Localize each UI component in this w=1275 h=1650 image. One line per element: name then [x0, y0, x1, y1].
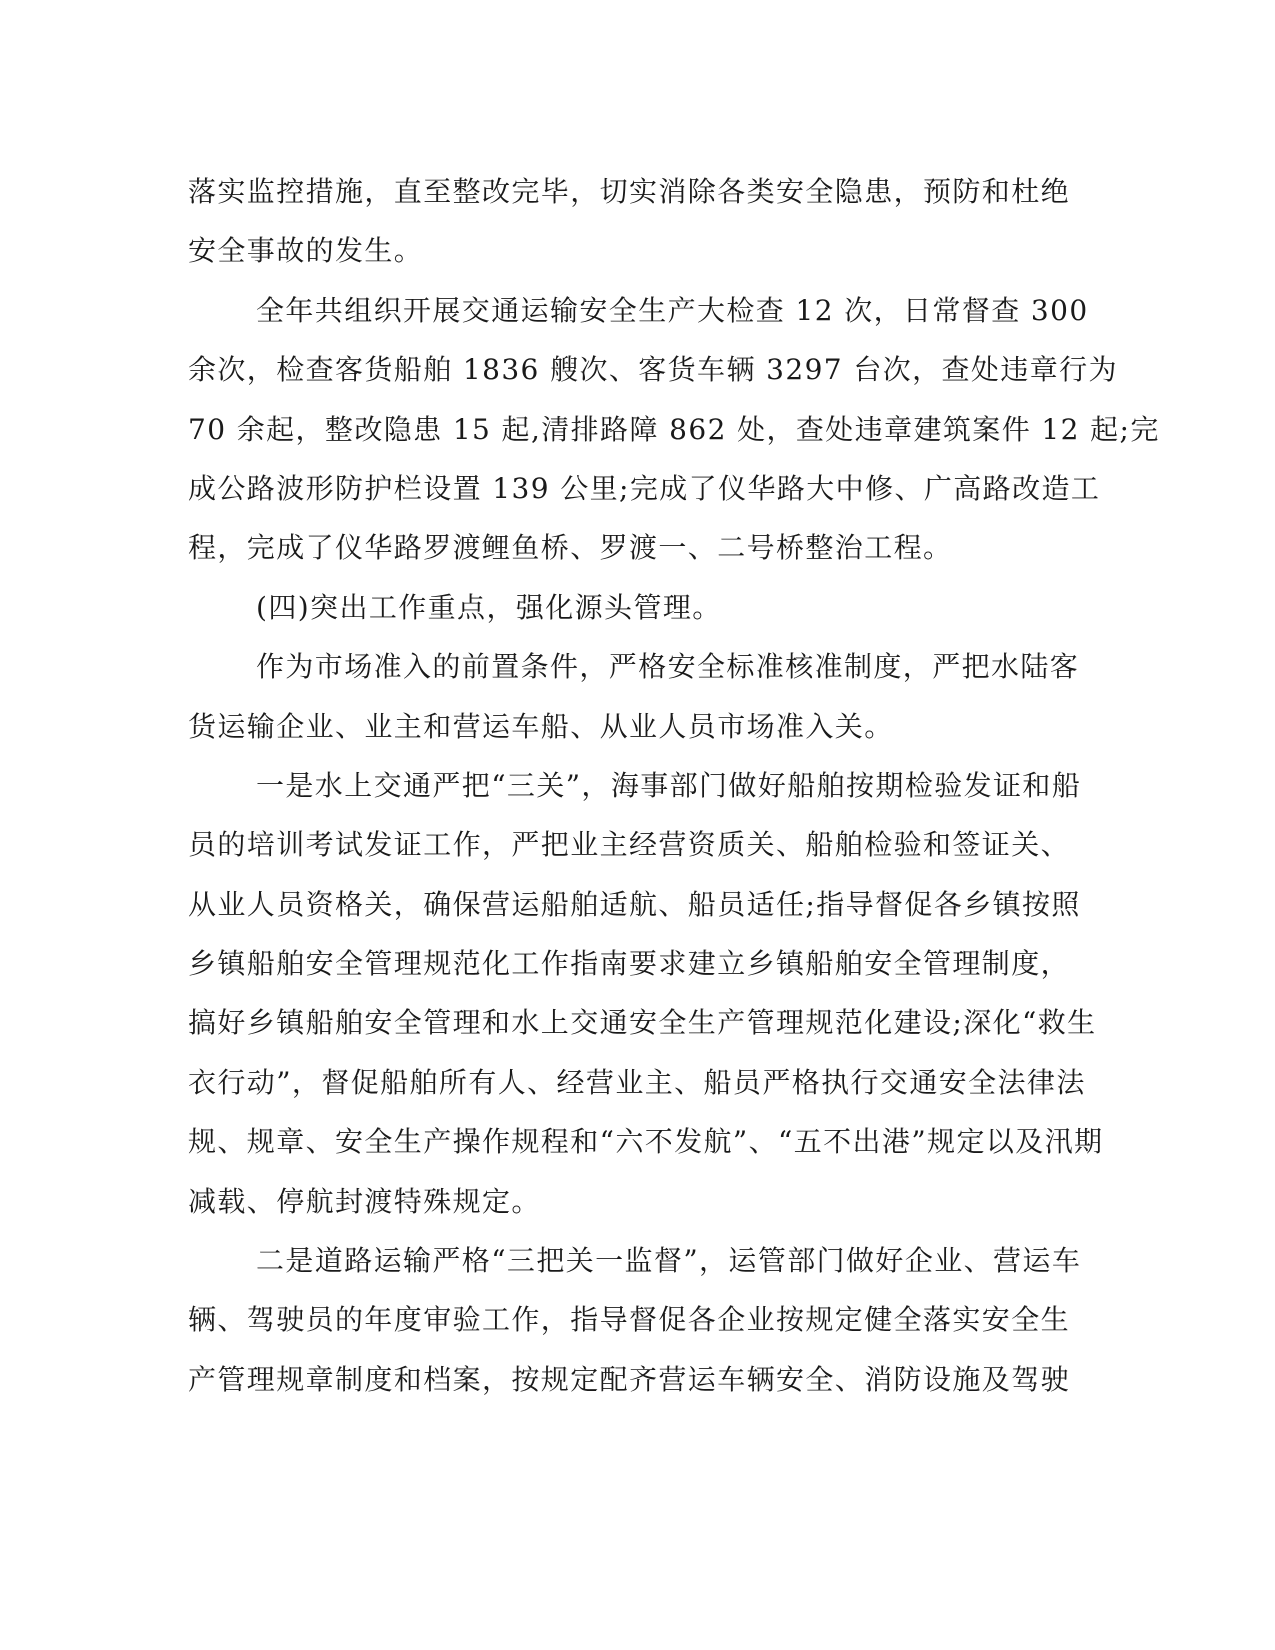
- text-line: 搞好乡镇船舶安全管理和水上交通安全生产管理规范化建设;深化“救生: [188, 1006, 1097, 1040]
- paragraph-start-line: 作为市场准入的前置条件，严格安全标准核准制度，严把水陆客: [256, 650, 1080, 684]
- text-line: 规、规章、安全生产操作规程和“六不发航”、“五不出港”规定以及汛期: [188, 1125, 1104, 1159]
- text-line: 减载、停航封渡特殊规定。: [188, 1184, 541, 1218]
- text-line: 从业人员资格关，确保营运船舶适航、船员适任;指导督促各乡镇按照: [188, 887, 1081, 921]
- text-line: 货运输企业、业主和营运车船、从业人员市场准入关。: [188, 709, 894, 743]
- text-line: 产管理规章制度和档案，按规定配齐营运车辆安全、消防设施及驾驶: [188, 1362, 1071, 1396]
- text-line: 辆、驾驶员的年度审验工作，指导督促各企业按规定健全落实安全生: [188, 1303, 1071, 1337]
- section-heading: (四)突出工作重点，强化源头管理。: [256, 590, 722, 624]
- text-line: 安全事故的发生。: [188, 234, 424, 268]
- paragraph-start-line: 全年共组织开展交通运输安全生产大检查 12 次，日常督查 300: [256, 293, 1089, 327]
- paragraph-start-line: 二是道路运输严格“三把关一监督”，运管部门做好企业、营运车: [256, 1244, 1082, 1278]
- document-body: [188, 162, 1160, 1409]
- text-line: 余次，检查客货船舶 1836 艘次、客货车辆 3297 台次，查处违章行为: [188, 353, 1118, 387]
- text-line: 70 余起，整改隐患 15 起,清排路障 862 处，查处违章建筑案件 12 起;完: [188, 412, 1160, 446]
- text-line: 乡镇船舶安全管理规范化工作指南要求建立乡镇船舶安全管理制度，: [188, 947, 1071, 981]
- text-line: 成公路波形防护栏设置 139 公里;完成了仪华路大中修、广高路改造工: [188, 471, 1101, 505]
- text-line: 员的培训考试发证工作，严把业主经营资质关、船舶检验和签证关、: [188, 828, 1071, 862]
- text-line: 程，完成了仪华路罗渡鲤鱼桥、罗渡一、二号桥整治工程。: [188, 531, 953, 565]
- text-line: 衣行动”，督促船舶所有人、经营业主、船员严格执行交通安全法律法: [188, 1065, 1086, 1099]
- paragraph-start-line: 一是水上交通严把“三关”，海事部门做好船舶按期检验发证和船: [256, 768, 1082, 802]
- text-line: 落实监控措施，直至整改完毕，切实消除各类安全隐患，预防和杜绝: [188, 175, 1071, 208]
